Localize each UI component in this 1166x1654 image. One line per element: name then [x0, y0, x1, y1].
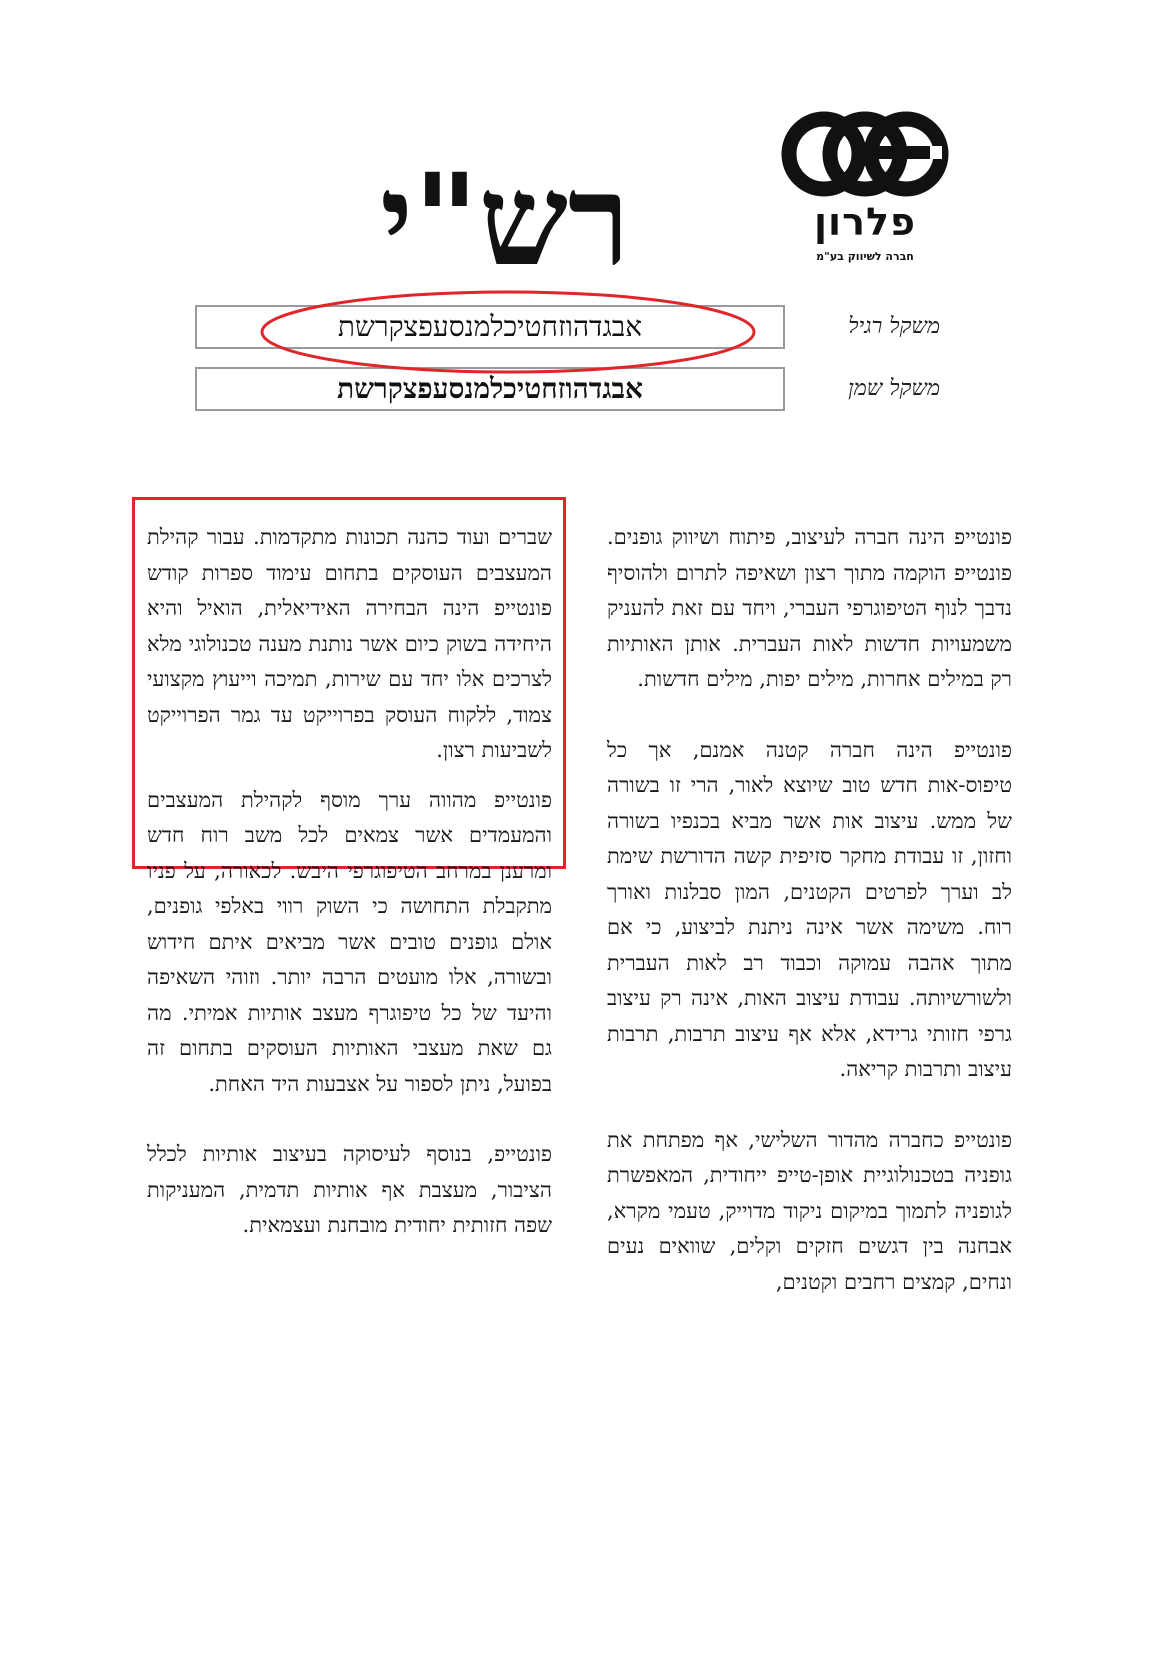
company-logo [776, 108, 954, 270]
paragraph: פונטייפ הינה חברה קטנה אמנם, אך כל טיפוס-אות חדש טוב שיוצא לאור, הרי זו בשורה של ממש. עיצוב אות אשר מביא בכנפיו בשורה וחזון, זו עבודת מחקר סזיפית קשה הדורשת שימת לב וערך לפרטים הקטנים, המון סבלנות ואורך רוח. משימה אשר אינה ניתנת לביצוע, כי אם מתוך אהבה עמוקה וכבוד רב לאות העברית ולשורשיותה. עבודת עיצוב האות, אינה רק עיצוב גרפי חזותי גרידא, אלא אף עיצוב תרבות, תרבות עיצוב ותרבות קריאה. [607, 737, 1012, 1081]
paragraph: פונטייפ, בנוסף לעיסוקה בעיצוב אותיות לכלל הציבור, מעצבת אף אותיות תדמית, המעניקות שפה חזותית יחודית מובחנת ועצמאית. [147, 1142, 552, 1237]
highlighted-paragraph: שברים ועוד כהנה תכונות מתקדמות. עבור קהילת המעצבים העוסקים בתחום עימוד ספרות קודש פונטייפ הינה הבחירה האידיאלית, הואיל והיא היחידה בשוק כיום אשר נותנת מענה טכנולוגי מלא לצרכים אלו יחד עם שירות, תמיכה וייעוץ מקצועי צמוד, ללקוח העוסק בפרוייקט עד גמר הפרוייקט לשביעות רצון. [147, 525, 552, 762]
paragraph: פונטייפ הינה חברה לעיצוב, פיתוח ושיווק גופנים. פונטייפ הוקמה מתוך רצון ושאיפה לתרום ולהוסיף נדבך לנוף הטיפוגרפי העברי, ויחד עם זאת להעניק משמעויות חדשות לאות העברית. אותן האותיות רק במילים אחרות, מילים יפות, מילים חדשות. [607, 525, 1012, 691]
text-column-left [147, 520, 552, 1279]
sample-bold-text: אבגדהוזחטיכלמנסעפצקרשת [337, 372, 643, 405]
sample-regular-text: אבגדהוזחטיכלמנסעפצקרשת [337, 310, 643, 343]
weight-label-bold: משקל שמן [848, 376, 940, 401]
logo-tagline: חברה לשיווק בע"מ [816, 250, 914, 263]
paragraph: פונטייפ מהווה ערך מוסף לקהילת המעצבים והמעמדים אשר צמאים לכל משב רוח חדש ומרענן במרחב הטיפוגרפי היבש. לכאורה, על פניו מתקבלת התחושה כי השוק רווי באלפי גופנים, אולם גופנים טובים אשר מביאים איתם חידוש ובשורה, אלו מועטים הרבה יותר. וזוהי השאיפה והיעד של כל טיפוגרף מעצב אותיות אמיתי. מה גם שאת מעצבי האותיות העוסקים בתחום זה בפועל, ניתן לספור על אצבעות היד האחת. [147, 787, 552, 1096]
highlight-ellipse [258, 288, 758, 376]
font-title: רש"י [380, 146, 630, 294]
weight-label-regular: משקל רגיל [848, 314, 940, 339]
text-column-right [607, 520, 1012, 1335]
paragraph: פונטייפ כחברה מהדור השלישי, אף מפתחת את גופניה בטכנולוגיית אופן-טייפ ייחודית, המאפשרת לגופניה לתמוך במיקום ניקוד מדוייק, טעמי מקרא, אבחנה בין דגשים חזקים וקלים, שוואים נעים ונחים, קמצים רחבים וקטנים, [607, 1127, 1012, 1294]
three-linked-circles-logo-icon [776, 108, 954, 200]
logo-brand-name: פלרון [814, 200, 916, 244]
